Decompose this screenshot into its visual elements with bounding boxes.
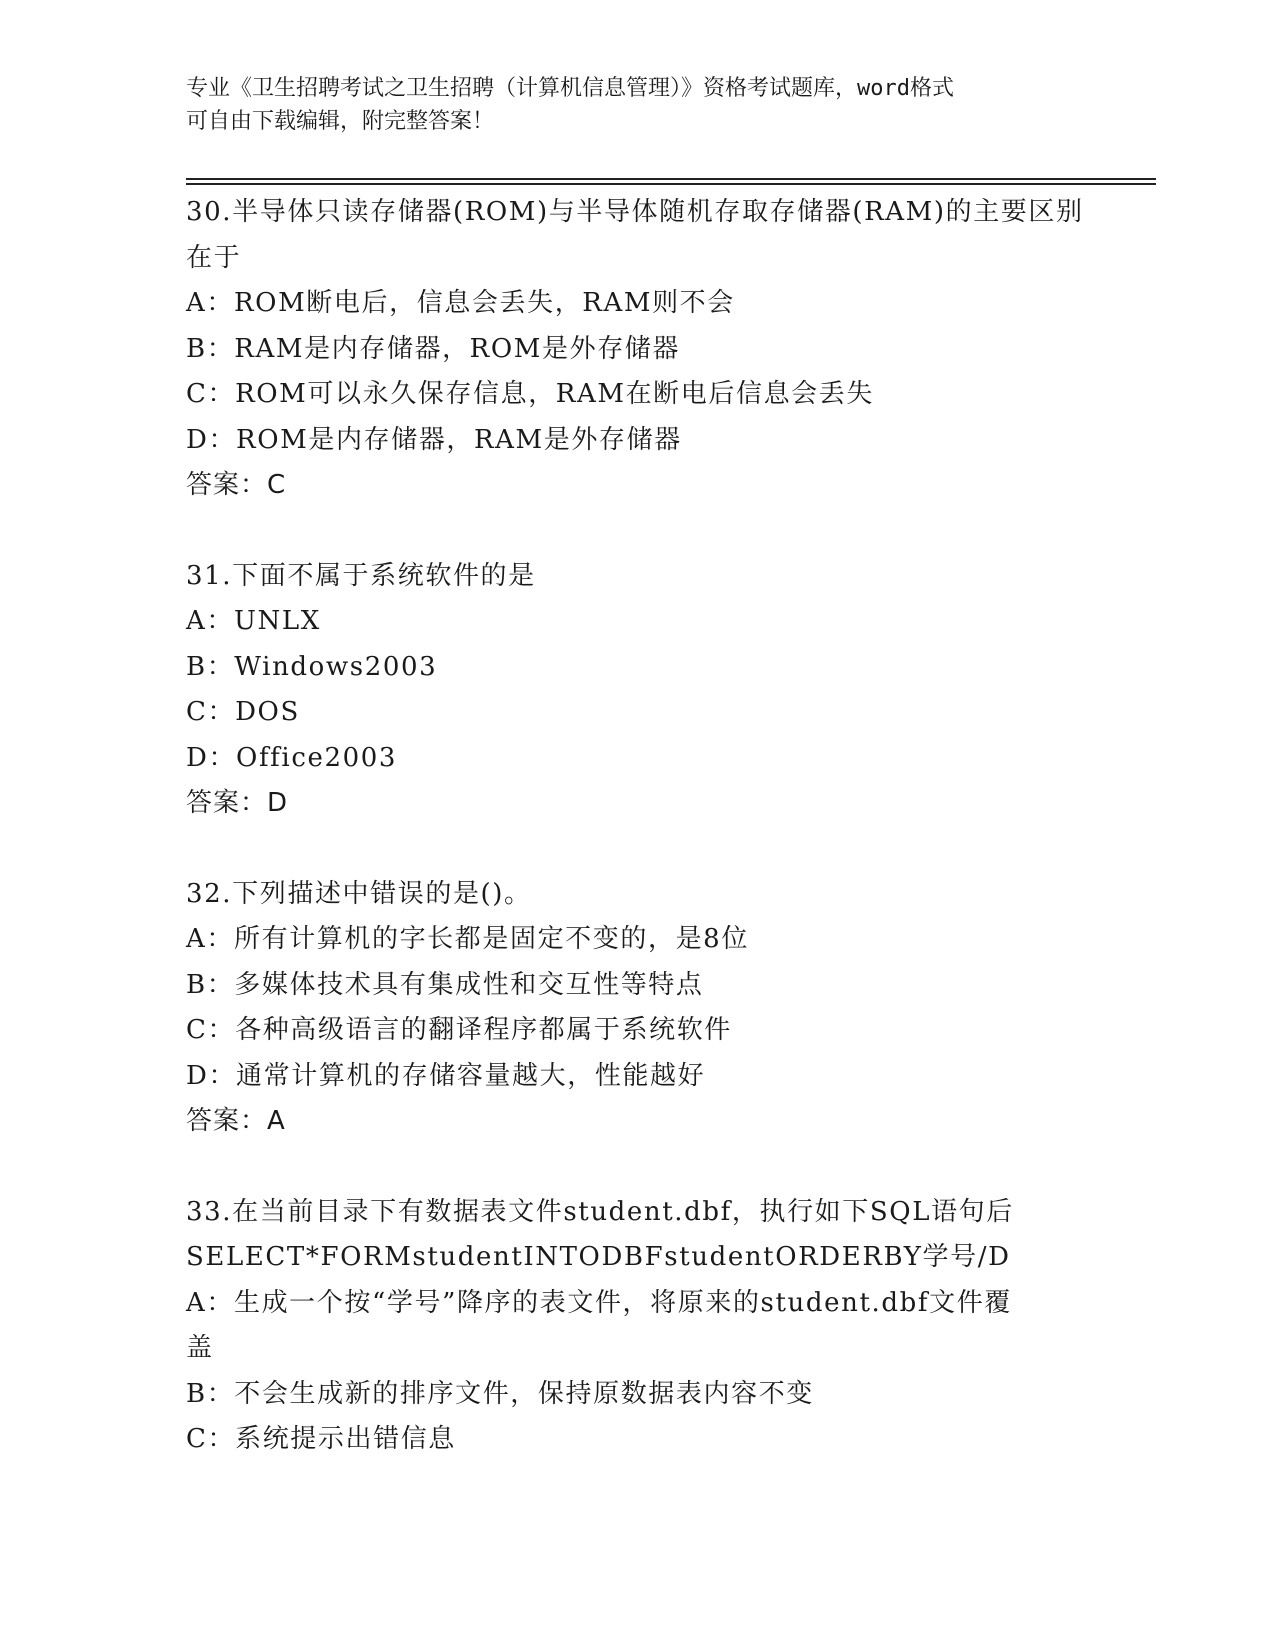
header-line-2: 可自由下载编辑，附完整答案！	[186, 109, 495, 134]
option-b: B：多媒体技术具有集成性和交互性等特点	[186, 969, 704, 1000]
answer-label: 答案：D	[186, 788, 289, 818]
option-d: D：Office2003	[186, 742, 398, 773]
option-c: C：ROM可以永久保存信息，RAM在断电后信息会丢失	[186, 379, 874, 409]
question-stem: 在于	[186, 242, 242, 273]
question-32	[186, 872, 1086, 1145]
question-30	[186, 190, 1086, 509]
header-divider-top	[186, 178, 1156, 180]
question-stem: SELECT*FORMstudentINTODBFstudentORDERBY学号/D	[186, 1242, 1011, 1272]
header-line-1: 专业《卫生招聘考试之卫生招聘（计算机信息管理）》资格考试题库，word格式	[186, 76, 954, 101]
option-c: C：系统提示出错信息	[186, 1424, 456, 1454]
option-a-continued: 盖	[186, 1333, 214, 1363]
header-divider-bottom	[186, 183, 1156, 185]
question-33	[186, 1190, 1086, 1463]
document-header	[186, 72, 1086, 138]
option-b: B：Windows2003	[186, 651, 438, 682]
option-d: D：ROM是内存储器，RAM是外存储器	[186, 424, 682, 455]
option-b: B：不会生成新的排序文件，保持原数据表内容不变	[186, 1378, 814, 1409]
question-stem: 31.下面不属于系统软件的是	[186, 560, 536, 591]
question-list	[186, 190, 1086, 1463]
option-c: C：各种高级语言的翻译程序都属于系统软件	[186, 1015, 732, 1045]
option-d: D：通常计算机的存储容量越大，性能越好	[186, 1060, 706, 1091]
question-stem: 30.半导体只读存储器(ROM)与半导体随机存取存储器(RAM)的主要区别	[186, 197, 1084, 227]
question-stem: 32.下列描述中错误的是()。	[186, 878, 532, 909]
option-b: B：RAM是内存储器，ROM是外存储器	[186, 333, 680, 364]
option-a: A：ROM断电后，信息会丢失，RAM则不会	[186, 288, 735, 318]
question-31	[186, 554, 1086, 827]
option-c: C：DOS	[186, 697, 300, 727]
answer-label: 答案：C	[186, 470, 287, 500]
option-a: A：所有计算机的字长都是固定不变的，是8位	[186, 924, 749, 954]
option-a: A：生成一个按“学号”降序的表文件，将原来的student.dbf文件覆	[186, 1287, 1012, 1318]
answer-label: 答案：A	[186, 1106, 286, 1136]
question-stem: 33.在当前目录下有数据表文件student.dbf，执行如下SQL语句后	[186, 1196, 1014, 1227]
option-a: A：UNLX	[186, 606, 321, 636]
